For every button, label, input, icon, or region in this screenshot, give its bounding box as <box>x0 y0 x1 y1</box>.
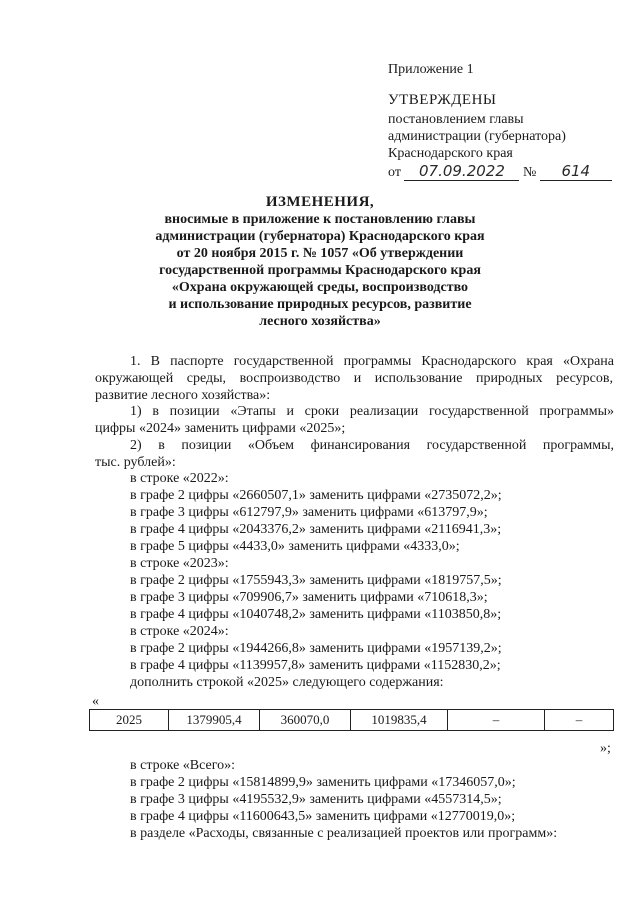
list-line: дополнить строкой «2025» следующего содержания: <box>130 675 444 690</box>
list-line: в графе 4 цифры «11600643,5» заменить цифрами «12770019,0»; <box>130 809 516 824</box>
list-line: в графе 2 цифры «2660507,1» заменить цифрами «2735072,2»; <box>130 488 502 503</box>
list-line: в графе 3 цифры «612797,9» заменить цифрами «613797,9»; <box>130 505 488 520</box>
handwritten-date: 07.09.2022 <box>404 162 519 181</box>
decree-line-2: администрации (губернатора) <box>388 129 566 144</box>
decree-line-1: постановлением главы <box>388 112 524 127</box>
list-line: в графе 2 цифры «15814899,9» заменить цифрами «17346057,0»; <box>130 775 516 790</box>
list-line: в графе 3 цифры «4195532,9» заменить цифрами «4557314,5»; <box>130 792 502 807</box>
title-main: ИЗМЕНЕНИЯ, <box>265 194 375 210</box>
approved-label: УТВЕРЖДЕНЫ <box>388 92 497 108</box>
title-line-1: вносимые в приложение к постановлению главы <box>164 212 476 227</box>
title-line-4: государственной программы Краснодарского края <box>159 263 481 278</box>
opening-quote: « <box>92 694 99 709</box>
table-cell-col6: – <box>545 710 614 731</box>
table-cell-col5: – <box>448 710 545 731</box>
title-line-7: лесного хозяйства» <box>259 314 381 329</box>
number-prefix: № <box>522 165 537 180</box>
list-line: в графе 3 цифры «709906,7» заменить цифрами «710618,3»; <box>130 590 488 605</box>
table-row <box>90 710 614 731</box>
title-line-5: «Охрана окружающей среды, воспроизводство <box>171 280 469 295</box>
paragraph-1-line-1: 1. В паспорте государственной программы Краснодарского края «Охрана <box>130 354 614 369</box>
handwritten-number: 614 <box>540 162 612 181</box>
appendix-label: Приложение 1 <box>388 62 474 77</box>
document-title <box>120 194 520 330</box>
date-number-line <box>388 162 612 181</box>
table-cell-col2: 1379905,4 <box>169 710 260 731</box>
title-line-6: и использование природных ресурсов, развитие <box>168 297 472 312</box>
decree-line-3: Краснодарского края <box>388 146 513 161</box>
table-cell-col3: 360070,0 <box>260 710 351 731</box>
paragraph-1-line-2: окружающей среды, воспроизводство и использование природных ресурсов, <box>95 371 613 386</box>
list-line: в графе 5 цифры «4433,0» заменить цифрами «4333,0»; <box>130 539 460 554</box>
list-line: в графе 2 цифры «1755943,3» заменить цифрами «1819757,5»; <box>130 573 502 588</box>
list-line: в графе 4 цифры «1139957,8» заменить цифрами «1152830,2»; <box>130 658 501 673</box>
paragraph-3-line-2: тыс. рублей»: <box>95 455 176 470</box>
title-line-3: от 20 ноября 2015 г. № 1057 «Об утверждении <box>176 246 464 261</box>
list-line: в строке «2022»: <box>130 471 229 486</box>
list-line: в строке «2024»: <box>130 624 229 639</box>
paragraph-2-line-2: цифры «2024» заменить цифрами «2025»; <box>95 421 346 436</box>
list-line: в графе 4 цифры «2043376,2» заменить цифрами «2116941,3»; <box>130 522 502 537</box>
list-line: в графе 4 цифры «1040748,2» заменить цифрами «1103850,8»; <box>130 607 502 622</box>
financing-table <box>89 709 614 731</box>
table-cell-col4: 1019835,4 <box>351 710 448 731</box>
paragraph-2-line-1: 1) в позиции «Этапы и сроки реализации государственной программы» <box>130 404 614 419</box>
table-cell-year: 2025 <box>90 710 169 731</box>
list-line: в разделе «Расходы, связанные с реализацией проектов или программ»: <box>130 826 558 841</box>
date-prefix: от <box>388 165 401 180</box>
list-line: в строке «2023»: <box>130 556 229 571</box>
paragraph-3-line-1: 2) в позиции «Объем финансирования государственной программы, <box>130 438 614 453</box>
title-line-2: администрации (губернатора) Краснодарского края <box>155 229 485 244</box>
closing-quote: »; <box>600 741 611 756</box>
paragraph-1-line-3: развитие лесного хозяйства»: <box>95 388 271 403</box>
list-line: в строке «Всего»: <box>130 758 235 773</box>
list-line: в графе 2 цифры «1944266,8» заменить цифрами «1957139,2»; <box>130 641 502 656</box>
